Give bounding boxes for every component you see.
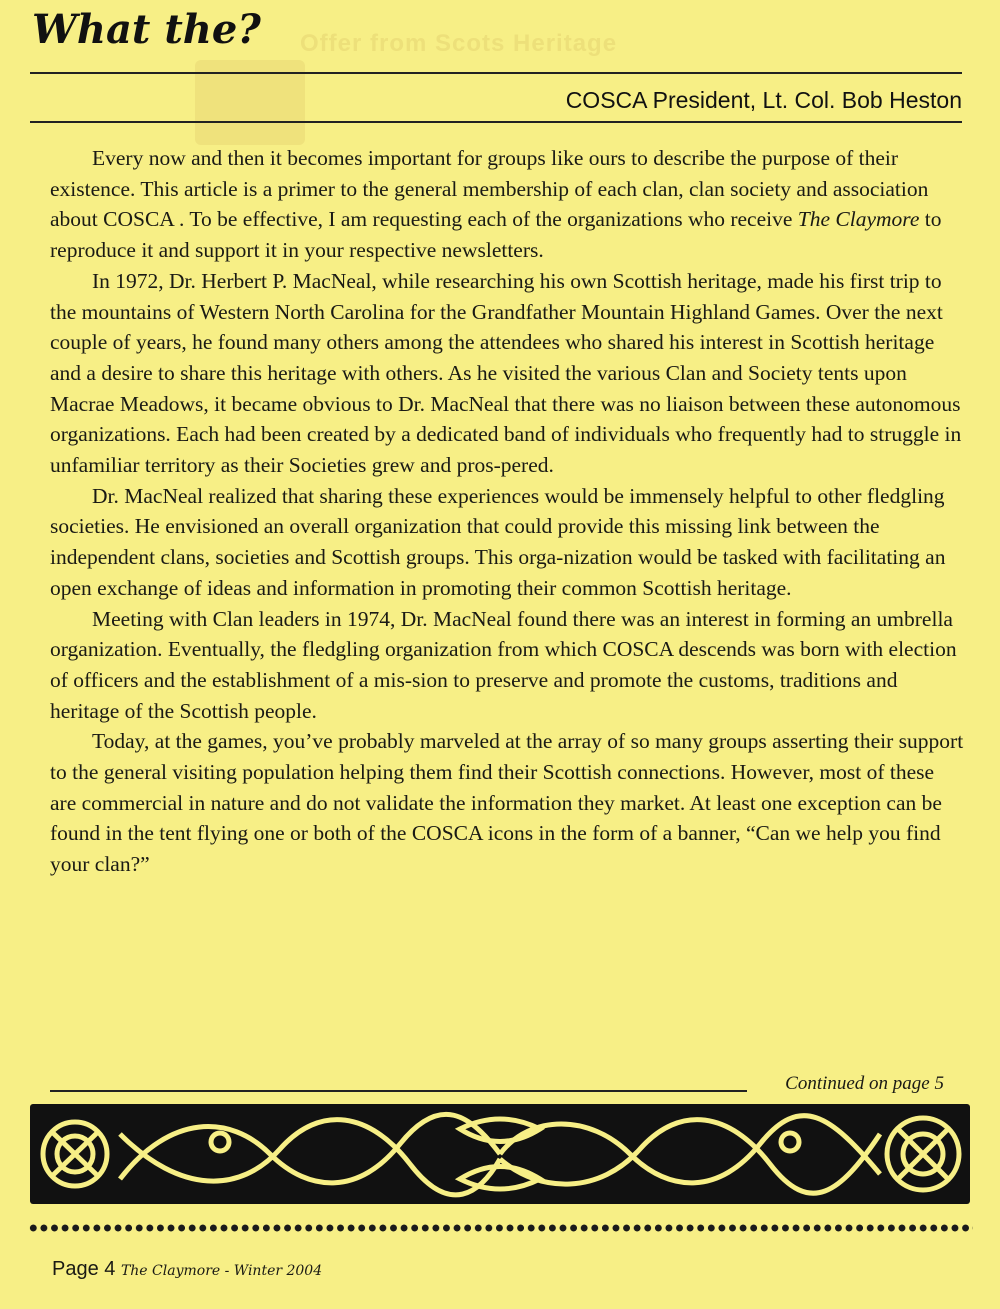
- article-body: [50, 143, 965, 880]
- byline-rule: [30, 121, 962, 123]
- page-footer: [52, 1258, 322, 1281]
- celtic-knot-border: [30, 1104, 970, 1204]
- dotted-rule: [28, 1222, 973, 1234]
- page-title: What the?: [32, 6, 261, 53]
- continued-rule: [50, 1090, 747, 1092]
- paragraph-1-tail: to reproduce it and support it in your respective newsletters.: [50, 207, 942, 263]
- bleed-through-text: Offer from Scots Heritage: [300, 30, 618, 57]
- title-rule: [30, 72, 962, 74]
- publication-footer: The Claymore - Winter 2004: [120, 1263, 323, 1279]
- paragraph-1: [50, 143, 965, 266]
- paragraph-4: Meeting with Clan leaders in 1974, Dr. MacNeal found there was an interest in forming an umbrella organization. Eventually, the fledgling organization from which COSCA descends was born with election of officers and the establishment of a mis-sion to preserve and promote the customs, traditions and heritage of the Scottish people.: [50, 606, 957, 723]
- author-byline: COSCA President, Lt. Col. Bob Heston: [565, 87, 962, 113]
- paragraph-1-text: Every now and then it becomes important for groups like ours to describe the purpose of their existence. This article is a primer to the general membership of each clan, clan society and association about COSCA . To be effective, I am requesting each of the organizations who receive: [50, 146, 929, 232]
- paragraph-3: Dr. MacNeal realized that sharing these experiences would be immensely helpful to other fledgling societies. He envisioned an overall organization that could provide this missing link between the independent clans, societies and Scottish groups. This orga-nization would be tasked with facilitating an open exchange of ideas and information in promoting their common Scottish heritage.: [50, 483, 946, 600]
- continued-note: Continued on page 5: [785, 1073, 944, 1094]
- page-number: Page 4: [52, 1258, 116, 1280]
- celtic-knot-icon: [30, 1104, 970, 1204]
- paragraph-5: Today, at the games, you’ve probably marveled at the array of so many groups asserting their support to the general visiting population helping them find their Scottish connections. However, most of these are commercial in nature and do not validate the information they market. At least one exception can be found in the tent flying one or both of the COSCA icons in the form of a banner, “Can we help you find your clan?”: [50, 729, 964, 877]
- paragraph-2: In 1972, Dr. Herbert P. MacNeal, while researching his own Scottish heritage, made his first trip to the mountains of Western North Carolina for the Grandfather Mountain Highland Games. Over the next couple of years, he found many others among the attendees who shared his interest in Scottish heritage and a desire to share this heritage with others. As he visited the various Clan and Society tents upon Macrae Meadows, it became obvious to Dr. MacNeal that there was no liaison between these autonomous organizations. Each had been created by a dedicated band of individuals who frequently had to struggle in unfamiliar territory as their Societies grew and pros-pered.: [50, 268, 962, 478]
- publication-name: The Claymore: [797, 207, 920, 232]
